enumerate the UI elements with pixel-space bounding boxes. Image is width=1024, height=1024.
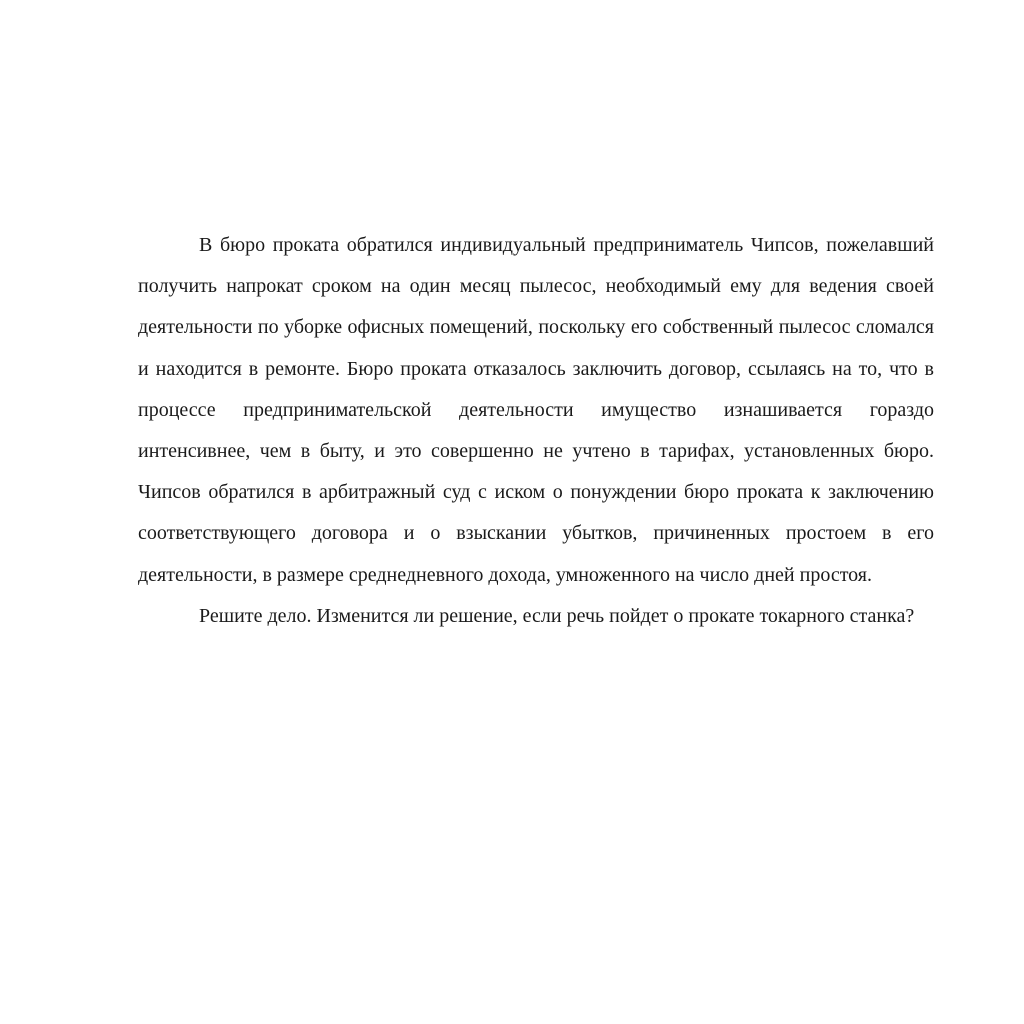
paragraph-case-description: В бюро проката обратился индивидуальный предприниматель Чипсов, пожелавший получить напрокат сроком на один месяц пылесос, необходимый ему для ведения своей деятельности по уборке офисных помещений, поскольку его собственный пылесос сломался и находится в ремонте. Бюро проката отказалось заключить договор, ссылаясь на то, что в процессе предпринимательской деятельности имущество изнашивается гораздо интенсивнее, чем в быту, и это совершенно не учтено в тарифах, установленных бюро. Чипсов обратился в арбитражный суд с иском о понуждении бюро проката к заключению соответствующего договора и о взыскании убытков, причиненных простоем в его деятельности, в размере среднедневного дохода, умноженного на число дней простоя. xyxy=(138,234,934,586)
document-body xyxy=(138,225,934,637)
paragraph-task-question: Решите дело. Изменится ли решение, если речь пойдет о прокате токарного станка? xyxy=(199,604,915,627)
